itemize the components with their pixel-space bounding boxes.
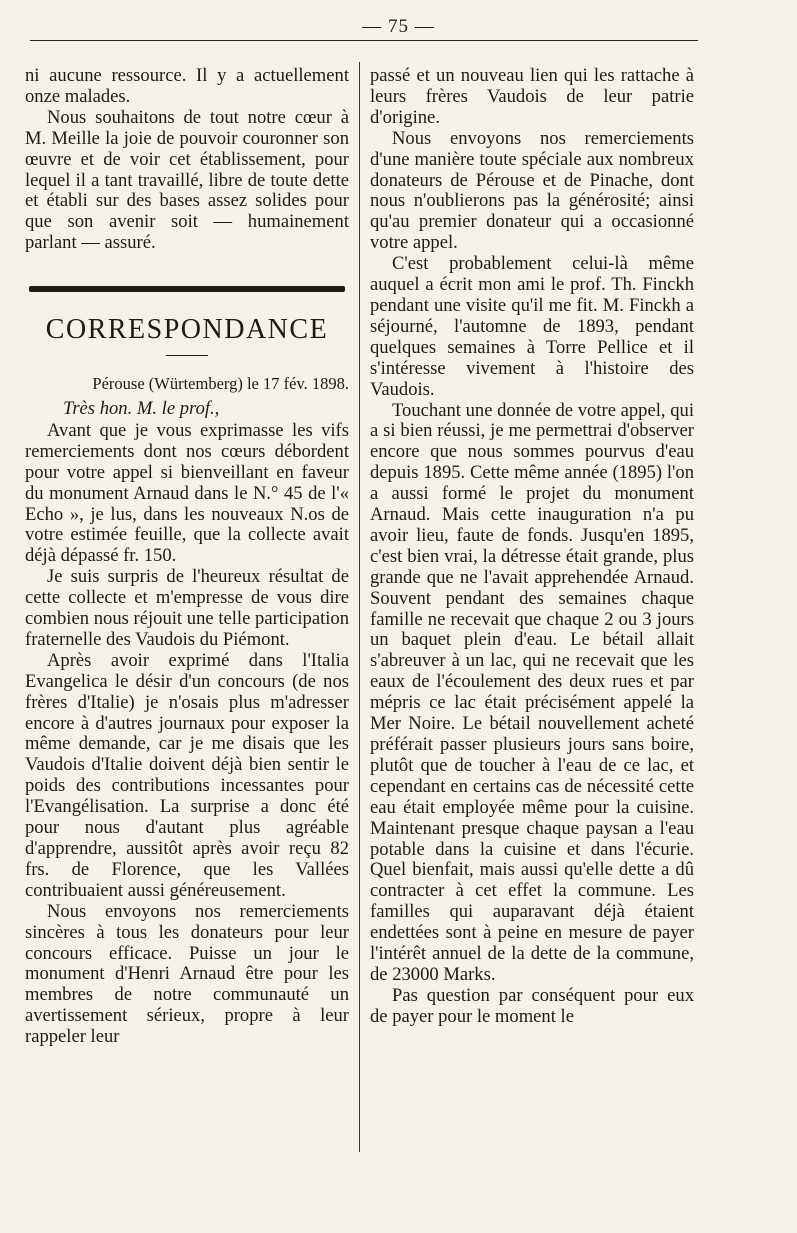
header-rule — [30, 40, 698, 41]
page-number: — 75 — — [362, 16, 435, 37]
paragraph: Avant que je vous exprimasse les vifs remerciements dont nos cœurs débordent pour votre appel si bienveillant en faveur du monument Arnaud dans le N.° 45 de l'« Echo », je lus, dans les nouveaux N.os de votre estimée feuille, que la collecte avait déjà dépassé fr. 150. — [25, 419, 349, 567]
paragraph: ni aucune ressource. Il y a actuellement onze malades. — [25, 65, 349, 107]
paragraph: Je suis surpris de l'heureux résultat de cette collecte et m'empresse de vous dire combien nous réjouit une telle participation fraternelle des Vaudois du Piémont. — [25, 566, 349, 650]
section-divider — [29, 286, 345, 292]
paragraph: Après avoir exprimé dans l'Italia Evangelica le désir d'un concours (de nos frères d'Italie) je n'osais plus m'adresser encore à d'autres journaux pour exposer la même demande, car je me disais que les Vaudois d'Italie doivent déjà bien sentir le poids des contributions incessantes pour l'Evangélisation. La surprise a donc été pour nous d'autant plus agréable d'apprendre, aussitôt après avoir reçu 82 frs. de Florence, que les Vallées contribuaient aussi généreusement. — [25, 649, 349, 901]
letter-salutation: Très hon. M. le prof., — [63, 397, 220, 419]
paragraph: Nous envoyons nos remerciements d'une manière toute spéciale aux nombreux donateurs de Pérouse et de Pinache, dont nous n'oublierons pas la générosité; ainsi qu'au premier donateur qui a occasionné votre appel. — [370, 127, 694, 254]
paragraph: C'est probablement celui-là même auquel a écrit mon ami le prof. Th. Finckh pendant une visite qu'il me fit. M. Finckh a séjourné, l'automne de 1893, pendant quelques semaines à Torre Pellice et il s'intéresse vivement à l'histoire des Vaudois. — [370, 253, 694, 400]
column-divider — [359, 62, 360, 1152]
letter-dateline: Pérouse (Würtemberg) le 17 fév. 1898. — [92, 374, 349, 394]
paragraph: Touchant une donnée de votre appel, qui a si bien réussi, je me permettrai d'observer encore que nous sommes pourvus d'eau depuis 1895. Cette même année (1895) l'on a aussi formé le projet du monument Arnaud. Mais cette inauguration n'a pu avoir lieu, faute de fonds. Jusqu'en 1895, c'est bien vrai, la détresse était grande, plus grande que ne l'avait apprehendée Arnaud. Souvent pendant des semaines chaque famille ne recevait que chaque 2 ou 3 jours un baquet plein d'eau. Le bétail allait s'abreuver à un lac, qui ne recevait que les eaux de l'écoulement des deux rues et par mépris ce lac était précisément appelé la Mer Noire. Le bétail nouvellement acheté préférait passer plusieurs jours sans boire, plutôt que de toucher à l'eau de ce lac, et cependant en certains cas de nécessité cette eau était employée même pour la cuisine. Maintenant presque chaque paysan a l'eau potable dans la cuisine et dans l'écurie. Quel bienfait, mais aussi qu'elle dette a dû contracter à cet effet la commune. Les familles qui auparavant déjà étaient endettées sont à peine en mesure de payer l'intérêt annuel de la dette de la commune, de 23000 Marks. — [370, 399, 694, 985]
paragraph: Pas question par conséquent pour eux de payer pour le moment le — [370, 984, 694, 1027]
section-heading: CORRESPONDANCE — [45, 314, 329, 346]
right-column — [370, 66, 694, 1028]
paragraph: Nous envoyons nos remerciements sincères à tous les donateurs pour leur concours efficace. Puisse un jour le monument d'Henri Arnaud être pour les membres de notre communauté un avertissement sérieux, propre à leur rappeler leur — [25, 900, 349, 1048]
paragraph: Nous souhaitons de tout notre cœur à M. Meille la joie de pouvoir couronner son œuvre et de voir cet établissement, pour lequel il a tant travaillé, libre de toute dette et établi sur des bases assez solides pour que son avenir soit — humainement parlant — assuré. — [25, 106, 349, 254]
heading-rule — [166, 355, 208, 356]
left-column — [25, 66, 349, 1048]
paragraph: passé et un nouveau lien qui les rattache à leurs frères Vaudois de leur patrie d'origine. — [370, 65, 694, 128]
letter-body — [25, 421, 349, 1048]
